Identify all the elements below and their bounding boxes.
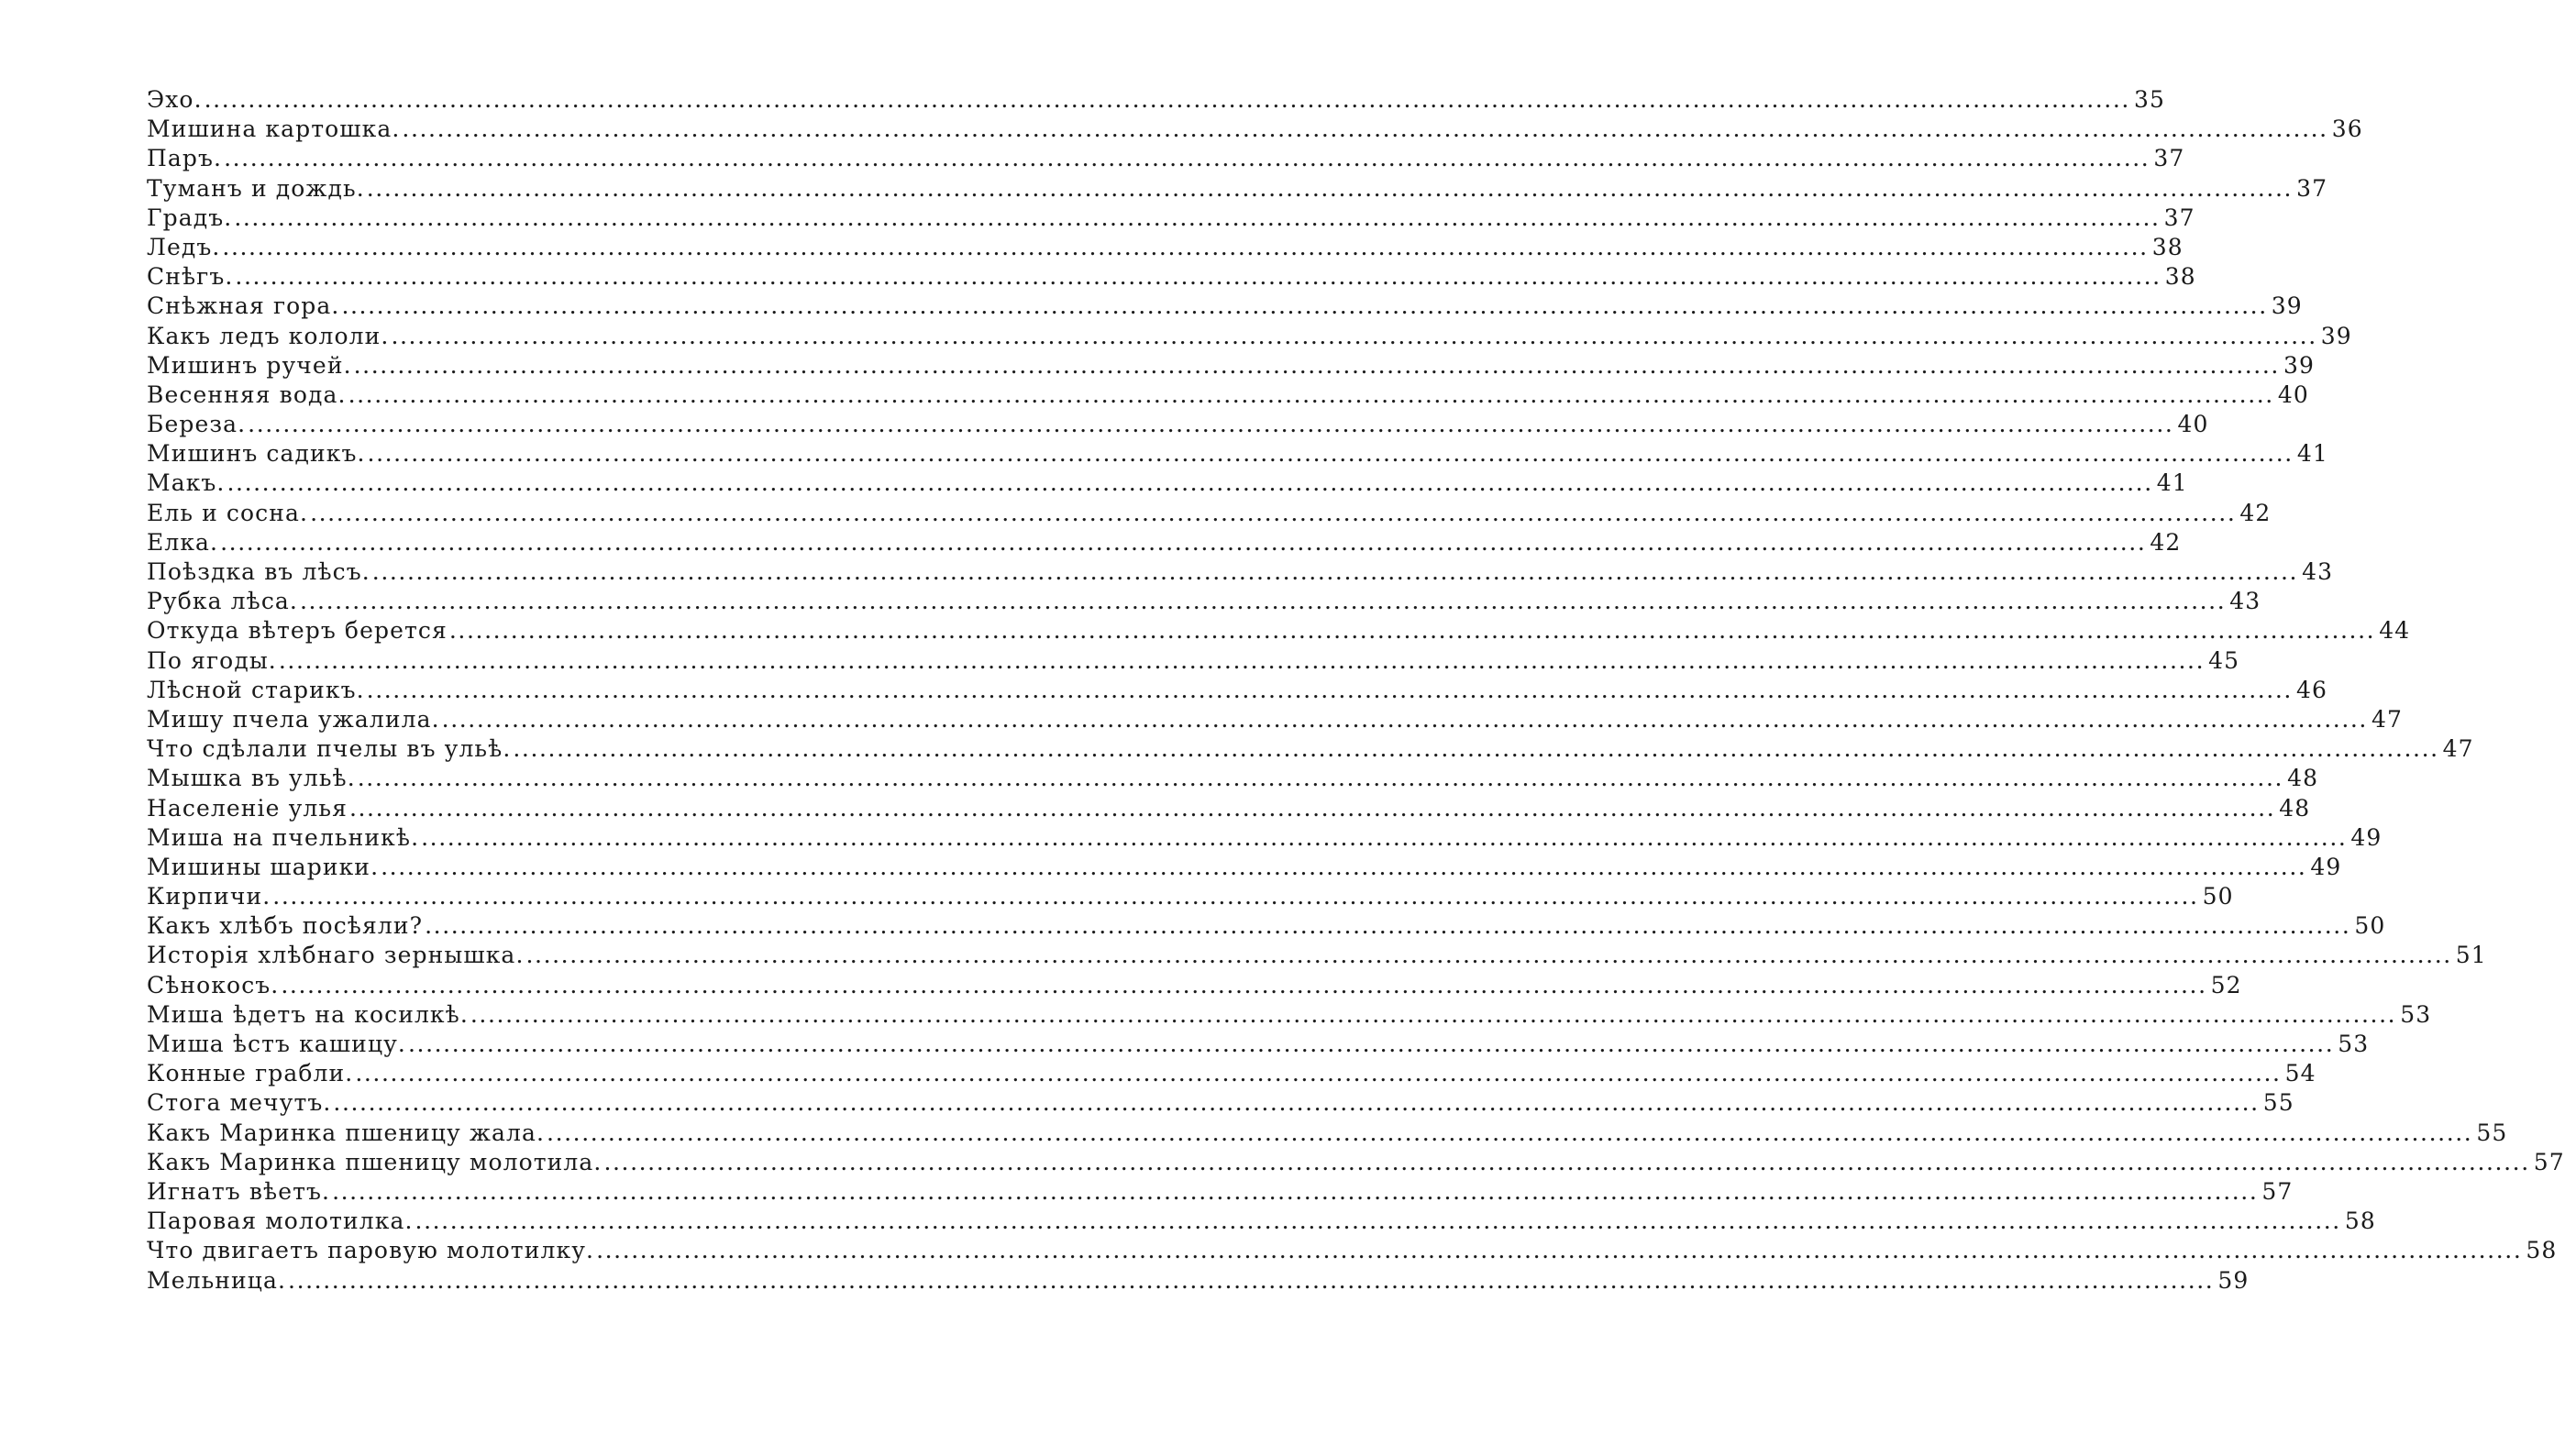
- toc-entry-title: Туманъ и дождь.: [147, 174, 365, 202]
- toc-entry: [147, 1000, 2432, 1030]
- dot-leader: ............................................................................................................................................................................................................................: [367, 440, 2294, 468]
- toc-entry-title: Сѣнокосъ.: [147, 971, 280, 998]
- toc-entry-page-number: 55: [2476, 1119, 2508, 1146]
- dot-leader: ............................................................................................................................................................................................................................: [281, 971, 2207, 998]
- dot-leader: ............................................................................................................................................................................................................................: [448, 617, 2376, 645]
- toc-entry-title: Исторія хлѣбнаго зернышка.: [147, 942, 525, 969]
- toc-entry: [147, 115, 2363, 144]
- toc-entry: [147, 557, 2334, 587]
- toc-entry-page-number: 52: [2210, 971, 2242, 998]
- toc-entry: [147, 204, 2195, 233]
- toc-entry: [147, 410, 2209, 439]
- dot-leader: ............................................................................................................................................................................................................................: [366, 676, 2293, 703]
- toc-entry-title: Ель и сосна.: [147, 499, 309, 526]
- toc-entry: [147, 587, 2261, 616]
- toc-entry-title: Мельница.: [147, 1266, 287, 1294]
- toc-entry: [147, 1266, 2250, 1296]
- toc-entry-page-number: 41: [2296, 440, 2328, 468]
- toc-entry-page-number: 39: [2283, 351, 2315, 379]
- toc-entry-page-number: 53: [2400, 1000, 2432, 1028]
- toc-entry-title: Стога мечутъ.: [147, 1089, 332, 1117]
- dot-leader: ............................................................................................................................................................................................................................: [333, 1089, 2260, 1117]
- toc-entry-page-number: 59: [2217, 1266, 2250, 1294]
- toc-entry: [147, 616, 2411, 645]
- toc-entry-page-number: 57: [2533, 1148, 2565, 1175]
- toc-entry-title: Миша на пчельникѣ.: [147, 823, 420, 851]
- toc-entry-title: Мышка въ ульѣ.: [147, 765, 356, 792]
- dot-leader: ............................................................................................................................................................................................................................: [222, 233, 2149, 260]
- toc-entry-title: По ягоды.: [147, 646, 277, 674]
- toc-entry-page-number: 47: [2442, 735, 2474, 763]
- toc-entry: [147, 528, 2182, 557]
- toc-entry-page-number: 46: [2295, 676, 2327, 703]
- dot-leader: ............................................................................................................................................................................................................................: [288, 1266, 2215, 1294]
- toc-entry-title: Рубка лѣса.: [147, 588, 298, 615]
- toc-entry-page-number: 38: [2164, 263, 2196, 291]
- toc-entry-title: Какъ Маринка пшеницу жала.: [147, 1119, 546, 1146]
- toc-entry-title: Ледъ.: [147, 233, 221, 260]
- dot-leader: ............................................................................................................................................................................................................................: [470, 1000, 2397, 1028]
- toc-entry-title: Миша ѣдетъ на косилкѣ.: [147, 1000, 469, 1028]
- toc-entry-title: Поѣздка въ лѣсъ.: [147, 558, 370, 585]
- dot-leader: ............................................................................................................................................................................................................................: [204, 86, 2130, 113]
- toc-entry: [147, 941, 2487, 970]
- toc-entry-page-number: 45: [2208, 646, 2240, 674]
- toc-entry-page-number: 49: [2310, 853, 2342, 880]
- toc-entry-title: Лѣсной старикъ.: [147, 676, 365, 703]
- toc-entry-page-number: 55: [2262, 1089, 2294, 1117]
- toc-entry-page-number: 42: [2239, 499, 2272, 526]
- toc-entry: [147, 646, 2240, 676]
- dot-leader: ............................................................................................................................................................................................................................: [234, 204, 2161, 231]
- toc-entry: [147, 85, 2165, 115]
- dot-leader: ............................................................................................................................................................................................................................: [513, 735, 2439, 763]
- dot-leader: ............................................................................................................................................................................................................................: [235, 263, 2161, 291]
- toc-entry-page-number: 37: [2296, 174, 2328, 202]
- toc-entry: [147, 262, 2196, 292]
- toc-entry-title: Какъ ледъ кололи.: [147, 322, 390, 349]
- dot-leader: ............................................................................................................................................................................................................................: [441, 705, 2368, 733]
- toc-entry-page-number: 58: [2526, 1237, 2558, 1264]
- toc-entry-page-number: 35: [2133, 86, 2165, 113]
- toc-entry-page-number: 41: [2156, 469, 2188, 497]
- dot-leader: ............................................................................................................................................................................................................................: [224, 145, 2150, 172]
- dot-leader: ............................................................................................................................................................................................................................: [402, 116, 2328, 143]
- toc-entry-page-number: 51: [2455, 942, 2487, 969]
- toc-entry-title: Что сдѣлали пчелы въ ульѣ.: [147, 735, 512, 763]
- toc-entry-title: Конные грабли.: [147, 1060, 354, 1087]
- toc-entry-page-number: 49: [2350, 823, 2383, 851]
- dot-leader: ............................................................................................................................................................................................................................: [227, 469, 2153, 497]
- toc-entry-title: Миша ѣстъ кашицу.: [147, 1031, 406, 1057]
- toc-entry-title: Эхо.: [147, 86, 203, 113]
- toc-entry: [147, 292, 2303, 321]
- toc-entry-title: Градъ.: [147, 204, 233, 231]
- toc-entry-title: Мишины шарики.: [147, 853, 380, 880]
- toc-entry-title: Елка.: [147, 528, 219, 556]
- toc-entry-title: Снѣжная гора.: [147, 292, 340, 320]
- toc-entry-page-number: 54: [2284, 1060, 2316, 1087]
- dot-leader: ............................................................................................................................................................................................................................: [371, 558, 2299, 585]
- toc-entry-title: Паровая молотилка.: [147, 1208, 414, 1235]
- dot-leader: ............................................................................................................................................................................................................................: [220, 528, 2147, 556]
- toc-entry: [147, 734, 2474, 764]
- toc-entry-title: Откуда вѣтеръ берется: [147, 617, 448, 645]
- toc-entry: [147, 1119, 2508, 1148]
- toc-entry: [147, 381, 2309, 410]
- toc-entry: [147, 911, 2386, 941]
- toc-entry-title: Игнатъ вѣетъ.: [147, 1177, 331, 1205]
- dot-leader: ............................................................................................................................................................................................................................: [547, 1119, 2473, 1146]
- dot-leader: ............................................................................................................................................................................................................................: [272, 883, 2199, 910]
- toc-entry-title: Снѣгъ.: [147, 263, 234, 291]
- toc-entry-page-number: 39: [2320, 322, 2352, 349]
- toc-entry-title: Какъ хлѣбъ посѣяли?: [147, 912, 424, 940]
- toc-entry: [147, 882, 2234, 911]
- toc-entry: [147, 764, 2319, 793]
- toc-entry-title: Что двигаетъ паровую молотилку.: [147, 1237, 595, 1264]
- toc-entry-page-number: 38: [2151, 233, 2184, 260]
- toc-entry-page-number: 44: [2379, 617, 2411, 645]
- toc-entry-title: Мишина картошка.: [147, 116, 401, 143]
- toc-entry-page-number: 58: [2344, 1208, 2376, 1235]
- dot-leader: ............................................................................................................................................................................................................................: [332, 1177, 2259, 1205]
- toc-entry-page-number: 50: [2354, 912, 2386, 940]
- dot-leader: ............................................................................................................................................................................................................................: [525, 942, 2452, 969]
- dot-leader: ............................................................................................................................................................................................................................: [421, 823, 2348, 851]
- dot-leader: ............................................................................................................................................................................................................................: [415, 1208, 2341, 1235]
- dot-leader: ............................................................................................................................................................................................................................: [355, 1060, 2282, 1087]
- dot-leader: ............................................................................................................................................................................................................................: [341, 292, 2268, 320]
- dot-leader: ............................................................................................................................................................................................................................: [348, 794, 2276, 822]
- dot-leader: ............................................................................................................................................................................................................................: [381, 853, 2307, 880]
- toc-entry: [147, 794, 2311, 823]
- toc-entry-page-number: 42: [2150, 528, 2182, 556]
- toc-entry-title: Мишинъ садикъ.: [147, 440, 366, 468]
- toc-entry: [147, 439, 2328, 469]
- toc-entry: [147, 144, 2185, 173]
- table-of-contents: [147, 85, 2565, 1296]
- toc-entry: [147, 853, 2342, 882]
- dot-leader: ............................................................................................................................................................................................................................: [357, 765, 2284, 792]
- toc-entry: [147, 1207, 2376, 1236]
- dot-leader: ............................................................................................................................................................................................................................: [278, 646, 2206, 674]
- toc-entry: [147, 971, 2242, 1000]
- toc-entry-page-number: 48: [2287, 765, 2319, 792]
- toc-entry-title: Береза.: [147, 411, 247, 438]
- toc-entry-page-number: 47: [2371, 705, 2403, 733]
- toc-entry: [147, 233, 2184, 262]
- dot-leader: ............................................................................................................................................................................................................................: [391, 322, 2317, 349]
- toc-entry-title: Населеніе улья: [147, 794, 348, 822]
- toc-entry: [147, 1148, 2565, 1177]
- toc-entry-title: Весенняя вода.: [147, 381, 347, 408]
- dot-leader: ............................................................................................................................................................................................................................: [348, 381, 2274, 408]
- toc-entry: [147, 1088, 2294, 1118]
- toc-entry-page-number: 39: [2271, 292, 2303, 320]
- toc-entry: [147, 1177, 2294, 1207]
- toc-entry: [147, 823, 2383, 853]
- toc-entry-page-number: 43: [2302, 558, 2334, 585]
- toc-entry: [147, 351, 2315, 381]
- dot-leader: ............................................................................................................................................................................................................................: [366, 174, 2294, 202]
- toc-entry-page-number: 40: [2277, 381, 2309, 408]
- toc-entry: [147, 676, 2327, 705]
- dot-leader: ............................................................................................................................................................................................................................: [407, 1031, 2335, 1057]
- toc-entry-page-number: 50: [2202, 883, 2234, 910]
- toc-entry-page-number: 36: [2331, 116, 2363, 143]
- toc-entry: [147, 705, 2403, 734]
- toc-entry-page-number: 40: [2177, 411, 2209, 438]
- toc-entry-page-number: 37: [2163, 204, 2195, 231]
- toc-entry: [147, 469, 2188, 498]
- toc-entry-title: Макъ.: [147, 469, 226, 497]
- toc-entry: [147, 499, 2272, 528]
- toc-entry-title: Кирпичи.: [147, 883, 271, 910]
- toc-entry-title: Паръ.: [147, 145, 223, 172]
- dot-leader: ............................................................................................................................................................................................................................: [425, 912, 2351, 940]
- toc-entry-page-number: 57: [2261, 1177, 2294, 1205]
- toc-entry: [147, 322, 2352, 351]
- toc-entry-title: Мишинъ ручей.: [147, 351, 352, 379]
- toc-entry-page-number: 43: [2229, 588, 2261, 615]
- toc-entry-title: Какъ Маринка пшеницу молотила.: [147, 1148, 603, 1175]
- dot-leader: ............................................................................................................................................................................................................................: [299, 588, 2227, 615]
- toc-entry-page-number: 37: [2153, 145, 2185, 172]
- dot-leader: ............................................................................................................................................................................................................................: [310, 499, 2237, 526]
- toc-entry: [147, 174, 2328, 204]
- dot-leader: ............................................................................................................................................................................................................................: [248, 411, 2174, 438]
- toc-entry-title: Мишу пчела ужалила.: [147, 705, 440, 733]
- toc-entry: [147, 1236, 2558, 1265]
- toc-entry-page-number: 53: [2338, 1031, 2370, 1057]
- toc-entry-page-number: 48: [2279, 794, 2311, 822]
- dot-leader: ............................................................................................................................................................................................................................: [353, 351, 2280, 379]
- dot-leader: ............................................................................................................................................................................................................................: [603, 1148, 2530, 1175]
- toc-entry: [147, 1059, 2316, 1088]
- toc-entry: [147, 1030, 2370, 1059]
- dot-leader: ............................................................................................................................................................................................................................: [596, 1237, 2523, 1264]
